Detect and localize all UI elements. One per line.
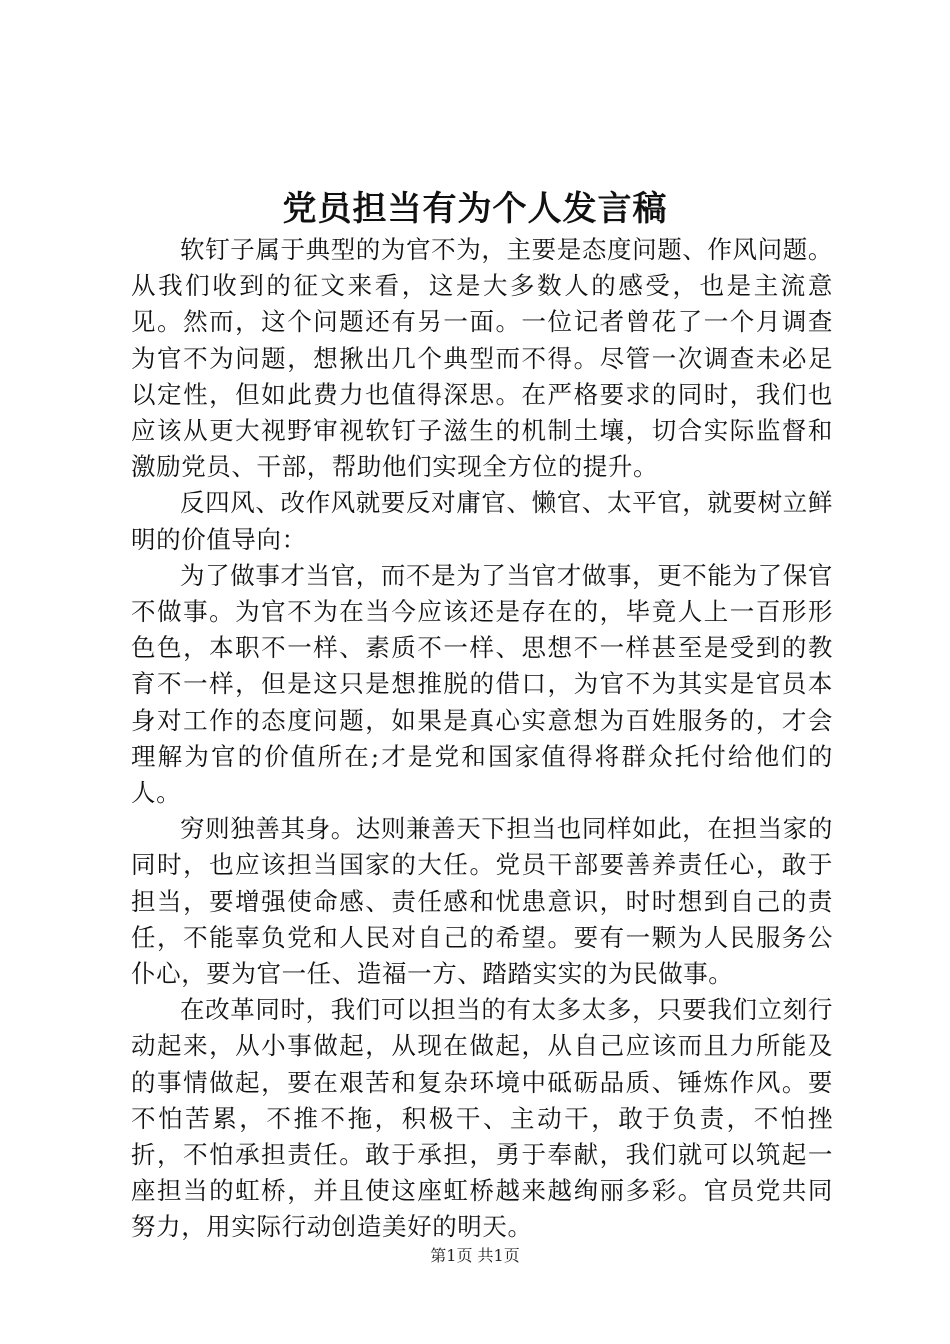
body-paragraph: 为了做事才当官，而不是为了当官才做事，更不能为了保官不做事。为官不为在当今应该还是存在的，毕竟人上一百形形色色，本职不一样、素质不一样、思想不一样甚至是受到的教育不一样，但是这只是想推脱的借口，为官不为其实是官员本身对工作的态度问题，如果是真心实意想为百姓服务的，才会理解为官的价值所在;才是党和国家值得将群众托付给他们的人。 [131, 560, 833, 808]
body-paragraph: 穷则独善其身。达则兼善天下担当也同样如此，在担当家的同时，也应该担当国家的大任。党员干部要善养责任心，敢于担当，要增强使命感、责任感和忧患意识，时时想到自己的责任，不能辜负党和人民对自己的希望。要有一颗为人民服务公仆心，要为官一任、造福一方、踏踏实实的为民做事。 [131, 814, 833, 989]
body-paragraph: 软钉子属于典型的为官不为，主要是态度问题、作风问题。从我们收到的征文来看，这是大多数人的感受，也是主流意见。然而，这个问题还有另一面。一位记者曾花了一个月调查为官不为问题，想揪出几个典型而不得。尽管一次调查未必足以定性，但如此费力也值得深思。在严格要求的同时，我们也应该从更大视野审视软钉子滋生的机制土壤，切合实际监督和激励党员、干部，帮助他们实现全方位的提升。 [131, 235, 833, 482]
body-paragraph: 反四风、改作风就要反对庸官、懒官、太平官，就要树立鲜明的价值导向： [131, 488, 833, 554]
document-title: 党员担当有为个人发言稿 [282, 189, 668, 229]
document-body [131, 232, 833, 1246]
page-number-footer: 第1页 共1页 [430, 1246, 520, 1265]
body-paragraph: 在改革同时，我们可以担当的有太多太多，只要我们立刻行动起来，从小事做起，从现在做起，从自己应该而且力所能及的事情做起，要在艰苦和复杂环境中砥砺品质、锤炼作风。要不怕苦累，不推不拖，积极干、主动干，敢于负责，不怕挫折，不怕承担责任。敢于承担，勇于奉献，我们就可以筑起一座担当的虹桥，并且使这座虹桥越来越绚丽多彩。官员党共同努力，用实际行动创造美好的明天。 [131, 995, 833, 1242]
